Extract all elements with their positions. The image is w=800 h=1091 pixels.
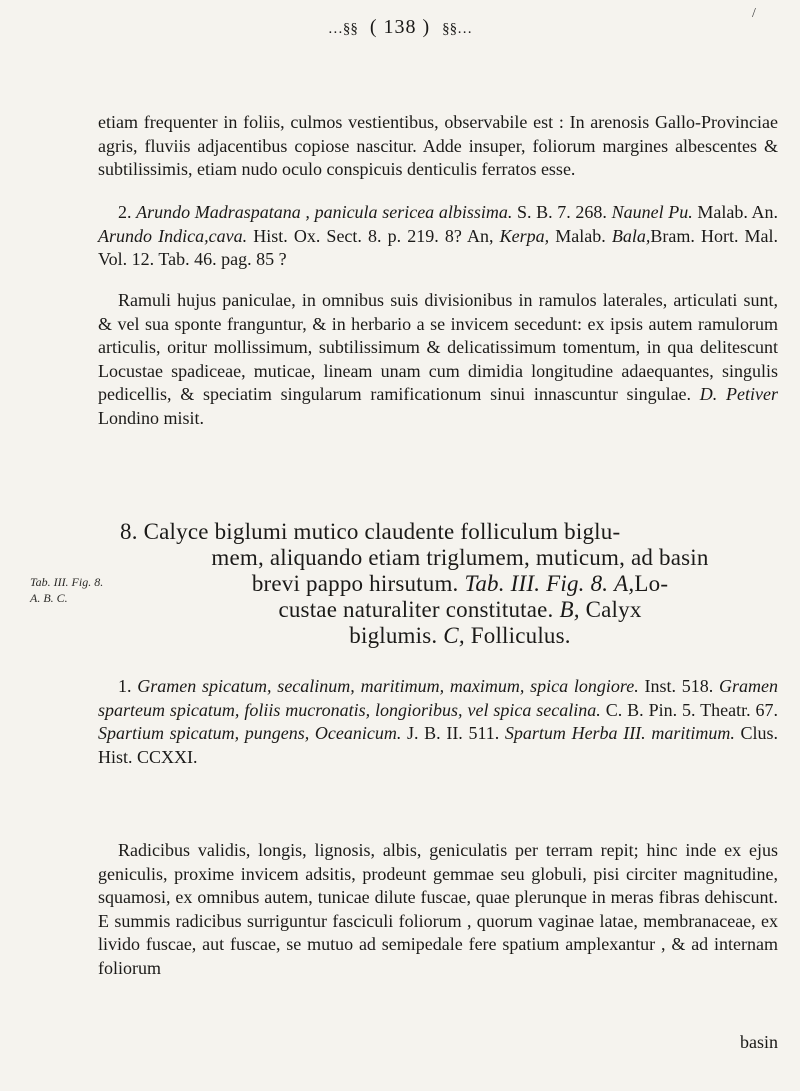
right-ornament: §§…: [442, 21, 473, 37]
vernacular-name: Naunel Pu.: [611, 202, 693, 222]
entry-arundo-madraspatana: [98, 201, 778, 272]
paragraph-text: Radicibus validis, longis, lignosis, albis, geniculatis per terram repit; hinc inde ex ejus geniculis, proxime invicem adsitis, prodeunt gemmae seu globuli, pisi circiter magnitudine, squamosi, ex omnibus autem, tunicae dilute fuscae, quae plerunque in meras fibras dehiscunt. E summis radicibus surriguntur fasciculi foliorum , quorum vaginae latae, membranaceae, ex livido fuscae, aut fuscae, se mutuo ad semipedale fere spatium amplexantur , & ad internam foliorum: [98, 840, 778, 978]
section-text: biglumis.: [349, 623, 438, 648]
vernacular-name: Kerpa,: [499, 225, 550, 246]
section-text: brevi pappo hirsutum.: [251, 571, 459, 596]
section-line: mem, aliquando etiam triglumem, muticum, ad basin: [211, 545, 709, 570]
reference: J. B. II. 511.: [407, 723, 500, 743]
reference: C. B. Pin. 5. Theatr. 67.: [605, 699, 779, 720]
figure-reference: Tab. III. Fig. 8.: [464, 571, 609, 596]
stray-mark: /: [752, 6, 756, 21]
vernacular-name: Bala,: [611, 225, 651, 246]
figure-label: C,: [443, 623, 465, 648]
entry-number: 1.: [118, 676, 132, 696]
section-text: Folliculus.: [470, 623, 571, 648]
margin-note: [30, 574, 103, 606]
reference: Bram. Hort. Mal. Vol. 12. Tab. 46. pag. 85 ?: [98, 225, 779, 269]
roots-paragraph: [98, 839, 778, 980]
section-8-heading: [120, 519, 772, 649]
catchword-text: basin: [740, 1032, 778, 1052]
left-ornament: …§§: [327, 21, 358, 37]
paragraph-text: etiam frequenter in foliis, culmos vestientibus, observabile est : In arenosis Gallo-Provinciae agris, fluviis adjacentibus copiose nascitur. Adde insuper, foliorum margines albescentes & subtilissimis, etiam nudo oculo conspicuis denticulis ferratos esse.: [98, 112, 778, 179]
reference: S. B. 7. 268.: [516, 202, 607, 222]
margin-note-line: Tab. III. Fig. 8.: [30, 575, 104, 589]
section-line: 8. Calyce biglumi mutico claudente folliculum biglu-: [120, 519, 621, 544]
section-text: custae naturaliter constitutae.: [278, 597, 554, 622]
synonym-name: Spartium spicatum, pungens, Oceanicum.: [98, 723, 402, 743]
paragraph-end: Londino misit.: [98, 407, 205, 428]
entry-gramen-spicatum: [98, 675, 778, 769]
reference: Malab.: [555, 225, 606, 246]
reference: An,: [466, 225, 494, 246]
synonym-name: Gramen sparteum spicatum, foliis mucronatis, longioribus, vel spica secalina.: [98, 676, 779, 720]
margin-note-line: A. B. C.: [30, 591, 68, 605]
section-line: [148, 571, 772, 597]
paragraph-body: Ramuli hujus paniculae, in omnibus suis divisionibus in ramulos laterales, articulati sunt, & vel sua sponte franguntur, & in herbario a se invicem secedunt: ex ipsis autem ramulorum articulis, oritur mollissimum, subtilissimum & delicatissimum tomentum, in qua delitescunt Locustae spadiceae, muticae, lineam unam cum dimidia longitudine adaequantes, singulis pedicellis, & speciatim singularum ramificationum sinui innascuntur singulae.: [98, 290, 778, 404]
figure-label: A,: [614, 571, 635, 596]
page-header: [0, 16, 800, 39]
description-paragraph: [98, 289, 778, 430]
figure-label: B,: [559, 597, 580, 622]
section-line: [148, 623, 772, 649]
section-text: Lo-: [634, 571, 669, 596]
entry-text: [98, 201, 778, 272]
section-text: Calyx: [585, 597, 642, 622]
catchword: [98, 1031, 778, 1055]
species-name: Arundo Madraspatana , panicula sericea albissima.: [136, 202, 513, 222]
species-name: Gramen spicatum, secalinum, maritimum, maximum, spica longiore.: [137, 676, 639, 696]
paragraph-continued: [98, 111, 778, 182]
reference: Malab. An.: [697, 202, 778, 222]
entry-text: [98, 675, 778, 769]
synonym-name: Spartum Herba III. maritimum.: [504, 723, 735, 743]
reference: Inst. 518.: [644, 676, 714, 696]
paragraph-text: [98, 289, 778, 430]
author-name: D. Petiver: [699, 384, 779, 404]
synonym-name: Arundo Indica,cava.: [98, 225, 248, 246]
page-number: ( 138 ): [369, 16, 431, 38]
entry-number: 2.: [118, 202, 132, 222]
section-line: [148, 597, 772, 623]
reference: Hist. Ox. Sect. 8. p. 219. 8?: [253, 225, 462, 246]
reference: Clus. Hist. CCXXI.: [98, 723, 778, 767]
